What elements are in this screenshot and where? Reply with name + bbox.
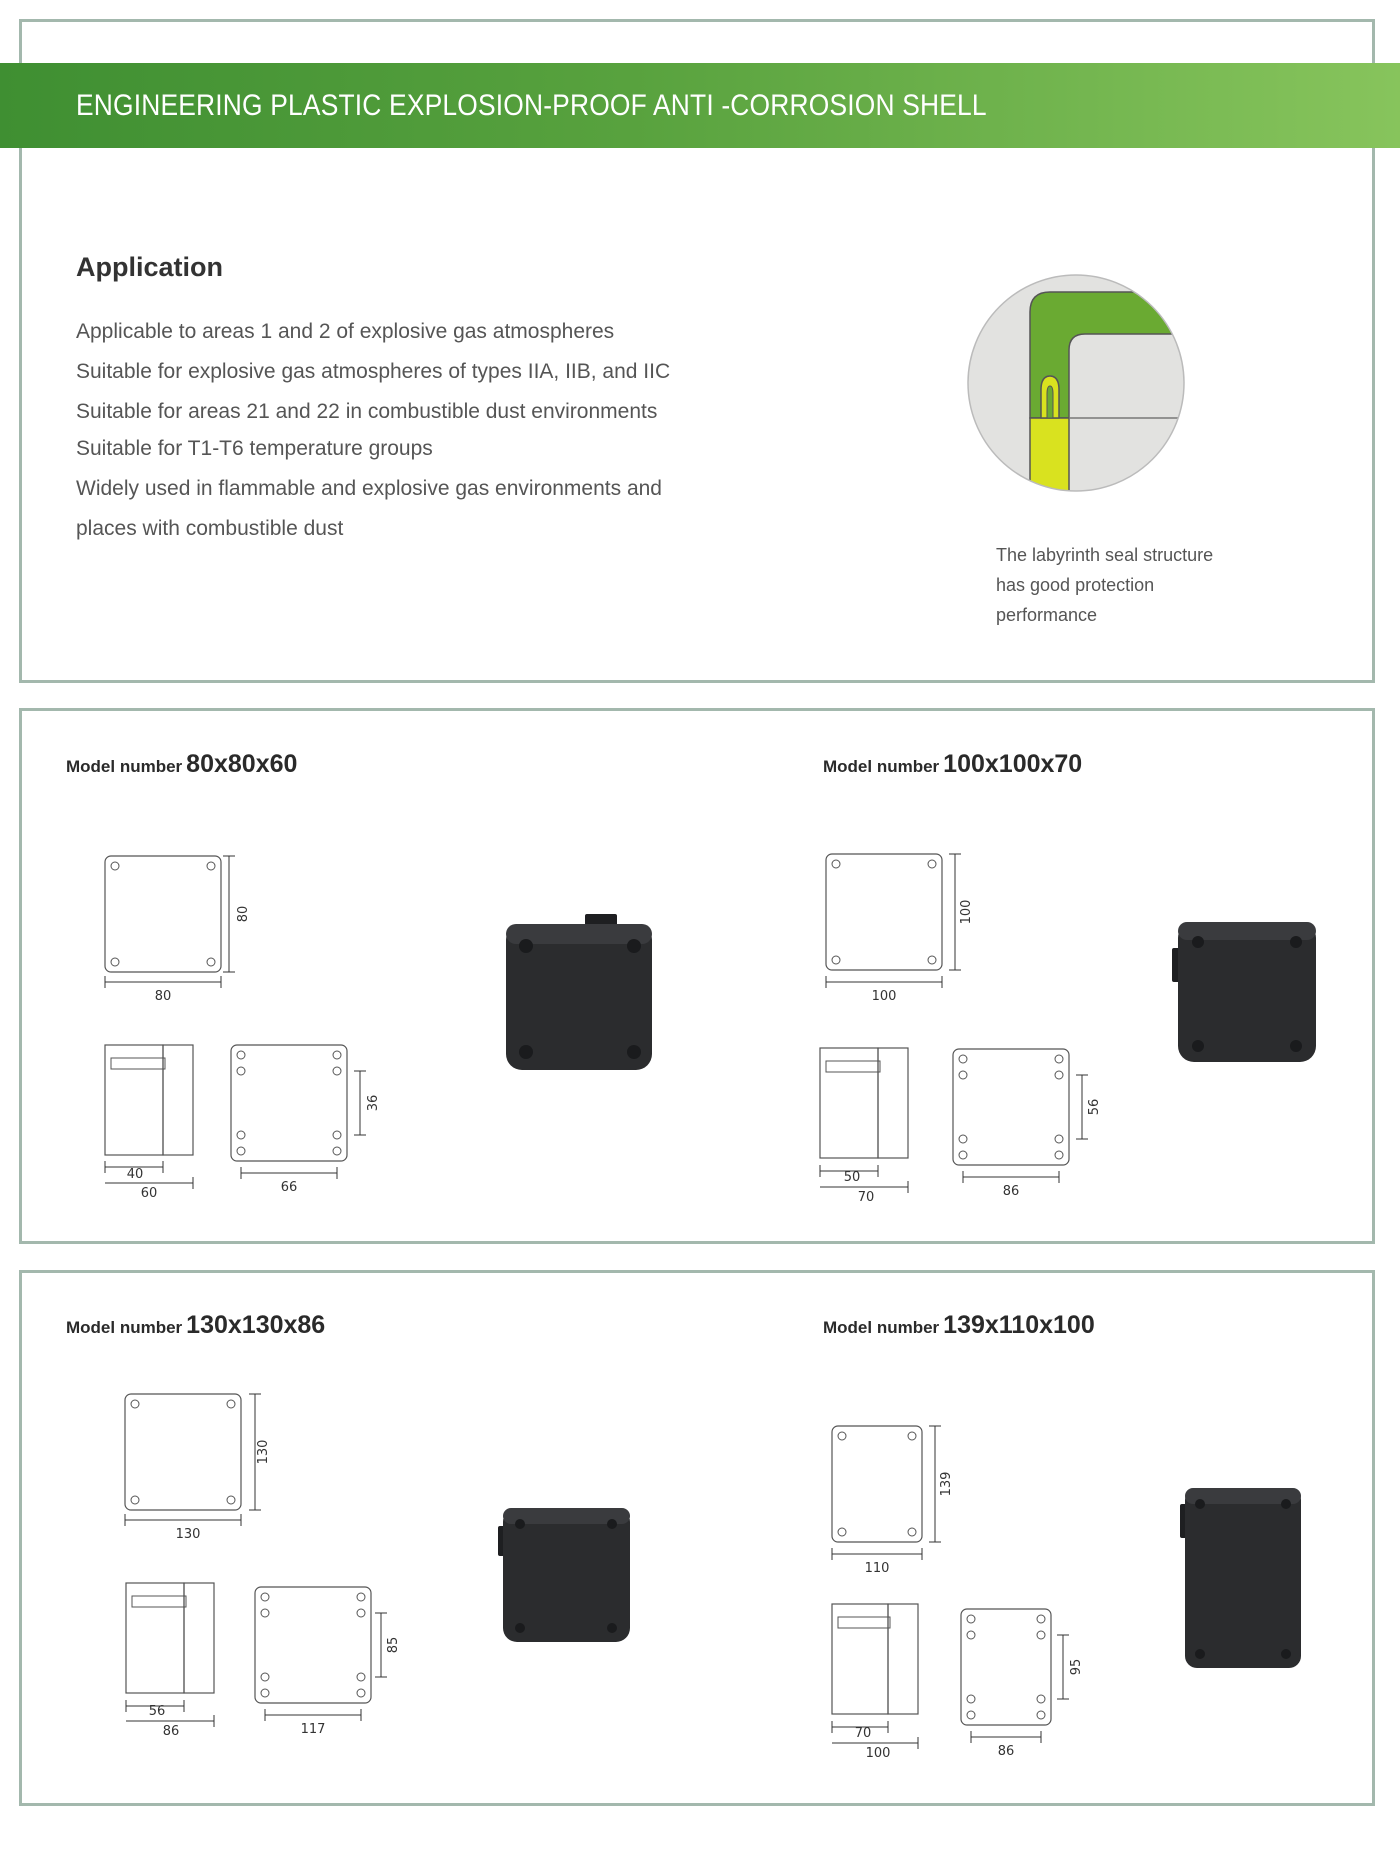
model-number: 80x80x60 (186, 750, 298, 778)
dimension-label: 110 (864, 1561, 890, 1576)
dimension-label: 130 (256, 1439, 271, 1465)
dimension-drawing (85, 840, 425, 1210)
banner-title: ENGINEERING PLASTIC EXPLOSION-PROOF ANTI -CORROSION SHELL (76, 89, 987, 122)
application-heading: Application (76, 252, 223, 282)
dimension-label: 86 (997, 1744, 1015, 1759)
dimension-label: 66 (280, 1180, 298, 1195)
model-label: Model number (823, 1318, 940, 1337)
seal-caption-line: performance (996, 605, 1098, 625)
model-number: 130x130x86 (186, 1311, 326, 1339)
model-heading (823, 750, 1082, 779)
dimension-label: 139 (939, 1471, 954, 1497)
model-label: Model number (823, 757, 940, 776)
enclosure-photo (500, 912, 660, 1072)
application-line: Suitable for T1-T6 temperature groups (76, 437, 433, 460)
dimension-label: 86 (1002, 1184, 1020, 1199)
model-heading (66, 1311, 325, 1340)
model-heading (66, 750, 297, 779)
dimension-label: 130 (175, 1527, 201, 1542)
seal-caption-line: has good protection (996, 575, 1155, 595)
dimension-label: 85 (386, 1636, 401, 1654)
dimension-label: 86 (162, 1724, 180, 1739)
dimension-label: 80 (236, 905, 251, 923)
seal-caption-line: The labyrinth seal structure (996, 545, 1214, 565)
dimension-label: 60 (140, 1186, 158, 1201)
dimension-drawing (105, 1380, 445, 1750)
dimension-label: 100 (871, 989, 897, 1004)
dimension-label: 100 (865, 1746, 891, 1761)
labyrinth-seal-illustration (965, 272, 1187, 494)
dimension-label: 95 (1069, 1658, 1084, 1676)
enclosure-photo (498, 1504, 633, 1646)
dimension-label: 70 (857, 1190, 875, 1205)
application-line: Suitable for explosive gas atmospheres of types IIA, IIB, and IIC (76, 360, 671, 383)
model-label: Model number (66, 1318, 183, 1337)
application-line: Applicable to areas 1 and 2 of explosive gas atmospheres (76, 320, 615, 343)
model-number: 100x100x70 (943, 750, 1083, 778)
dimension-label: 100 (959, 899, 974, 925)
dimension-label: 36 (366, 1094, 381, 1112)
application-line: Widely used in flammable and explosive gas environments and (76, 477, 662, 500)
title-banner (0, 63, 1400, 148)
dimension-label: 56 (148, 1704, 166, 1719)
dimension-label: 80 (154, 989, 172, 1004)
dimension-label: 50 (843, 1170, 861, 1185)
model-number: 139x110x100 (943, 1311, 1095, 1339)
dimension-drawing (810, 1410, 1150, 1780)
model-heading (823, 1311, 1095, 1340)
dimension-label: 56 (1087, 1098, 1102, 1116)
enclosure-photo (1172, 918, 1320, 1066)
application-line: Suitable for areas 21 and 22 in combustible dust environments (76, 400, 658, 423)
dimension-drawing (800, 840, 1140, 1210)
dimension-label: 70 (854, 1726, 872, 1741)
dimension-label: 40 (126, 1167, 144, 1182)
model-label: Model number (66, 757, 183, 776)
application-line: places with combustible dust (76, 517, 344, 540)
enclosure-photo (1180, 1484, 1304, 1670)
dimension-label: 117 (300, 1722, 326, 1737)
